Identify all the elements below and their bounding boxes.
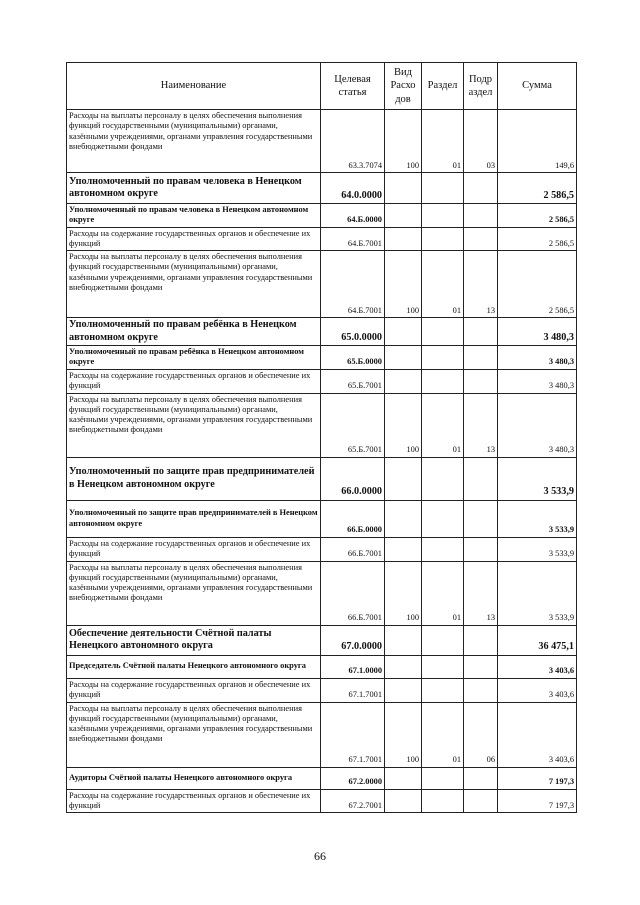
cell-subsection [464, 655, 498, 678]
cell-section [422, 173, 464, 204]
cell-section [422, 318, 464, 346]
table-row [67, 393, 577, 457]
cell-sum: 2 586,5 [498, 173, 577, 204]
cell-section [422, 457, 464, 500]
cell-section [422, 678, 464, 702]
header-subsection: Подр аздел [464, 63, 498, 110]
cell-sum: 2 586,5 [498, 204, 577, 228]
cell-target: 66.Б.0000 [321, 500, 385, 537]
cell-name: Председатель Счётной палаты Ненецкого автономного округа [67, 655, 321, 678]
cell-name: Расходы на содержание государственных органов и обеспечение их функций [67, 678, 321, 702]
cell-sum: 7 197,3 [498, 767, 577, 789]
cell-sum: 36 475,1 [498, 625, 577, 655]
cell-target: 67.2.7001 [321, 789, 385, 813]
cell-sum: 3 480,3 [498, 369, 577, 393]
cell-subsection: 13 [464, 393, 498, 457]
cell-sum: 149,6 [498, 110, 577, 173]
table-row [67, 110, 577, 173]
header-target: Целевая статья [321, 63, 385, 110]
cell-name: Уполномоченный по правам ребёнка в Ненецком автономном округе [67, 318, 321, 346]
cell-subsection [464, 625, 498, 655]
header-kind: Вид Расхо дов [385, 63, 422, 110]
cell-section: 01 [422, 251, 464, 318]
table-row [67, 204, 577, 228]
cell-name: Уполномоченный по правам человека в Ненецком автономном округе [67, 173, 321, 204]
cell-target: 65.Б.7001 [321, 393, 385, 457]
header-name: Наименование [67, 63, 321, 110]
cell-name: Уполномоченный по защите прав предпринимателей в Ненецком автономном округе [67, 500, 321, 537]
cell-subsection [464, 346, 498, 370]
cell-subsection [464, 678, 498, 702]
cell-subsection: 13 [464, 251, 498, 318]
cell-kind [385, 655, 422, 678]
cell-kind [385, 173, 422, 204]
cell-kind [385, 204, 422, 228]
table-row [67, 625, 577, 655]
cell-section: 01 [422, 702, 464, 767]
table-row [67, 251, 577, 318]
cell-section [422, 655, 464, 678]
cell-name: Расходы на содержание государственных органов и обеспечение их функций [67, 789, 321, 813]
cell-sum: 3 480,3 [498, 346, 577, 370]
cell-kind [385, 318, 422, 346]
table-row [67, 318, 577, 346]
cell-target: 64.Б.7001 [321, 227, 385, 251]
table-row [67, 678, 577, 702]
cell-target: 65.Б.7001 [321, 369, 385, 393]
cell-kind [385, 625, 422, 655]
cell-name: Расходы на выплаты персоналу в целях обеспечения выполнения функций государственными (муниципальными) органами, казёнными учреждениями, органами управления государственными внебюджетными фондами [67, 110, 321, 173]
cell-kind [385, 678, 422, 702]
cell-target: 64.Б.0000 [321, 204, 385, 228]
table-row [67, 500, 577, 537]
cell-subsection [464, 537, 498, 561]
table-header-row [67, 63, 577, 110]
cell-name: Расходы на выплаты персоналу в целях обеспечения выполнения функций государственными (муниципальными) органами, казёнными учреждениями, органами управления государственными внебюджетными фондами [67, 393, 321, 457]
cell-subsection: 06 [464, 702, 498, 767]
cell-target: 66.Б.7001 [321, 537, 385, 561]
header-section: Раздел [422, 63, 464, 110]
cell-sum: 3 403,6 [498, 678, 577, 702]
cell-subsection [464, 369, 498, 393]
cell-section [422, 789, 464, 813]
cell-kind [385, 369, 422, 393]
cell-section [422, 537, 464, 561]
header-sum: Сумма [498, 63, 577, 110]
cell-kind [385, 500, 422, 537]
cell-kind: 100 [385, 110, 422, 173]
cell-name: Расходы на содержание государственных органов и обеспечение их функций [67, 537, 321, 561]
cell-name: Расходы на выплаты персоналу в целях обеспечения выполнения функций государственными (муниципальными) органами, казёнными учреждениями, органами управления государственными внебюджетными фондами [67, 251, 321, 318]
cell-name: Обеспечение деятельности Счётной палаты Ненецкого автономного округа [67, 625, 321, 655]
cell-target: 64.0.0000 [321, 173, 385, 204]
cell-section: 01 [422, 110, 464, 173]
table-row [67, 767, 577, 789]
cell-target: 66.Б.7001 [321, 561, 385, 625]
cell-kind [385, 767, 422, 789]
table-body [67, 110, 577, 813]
cell-section [422, 369, 464, 393]
cell-kind [385, 227, 422, 251]
cell-kind: 100 [385, 702, 422, 767]
table-row [67, 369, 577, 393]
cell-kind: 100 [385, 561, 422, 625]
cell-sum: 3 480,3 [498, 318, 577, 346]
cell-sum: 3 533,9 [498, 500, 577, 537]
cell-target: 63.3.7074 [321, 110, 385, 173]
cell-kind [385, 457, 422, 500]
cell-name: Расходы на содержание государственных органов и обеспечение их функций [67, 227, 321, 251]
cell-target: 65.Б.0000 [321, 346, 385, 370]
cell-section [422, 204, 464, 228]
cell-sum: 3 480,3 [498, 393, 577, 457]
budget-table [66, 62, 577, 813]
cell-sum: 2 586,5 [498, 227, 577, 251]
cell-subsection: 13 [464, 561, 498, 625]
cell-subsection [464, 500, 498, 537]
cell-target: 64.Б.7001 [321, 251, 385, 318]
cell-target: 65.0.0000 [321, 318, 385, 346]
cell-kind [385, 346, 422, 370]
cell-target: 67.2.0000 [321, 767, 385, 789]
cell-sum: 3 533,9 [498, 537, 577, 561]
cell-kind: 100 [385, 251, 422, 318]
cell-subsection [464, 767, 498, 789]
cell-target: 67.1.0000 [321, 655, 385, 678]
cell-sum: 7 197,3 [498, 789, 577, 813]
cell-section [422, 767, 464, 789]
page-number: 66 [314, 849, 326, 863]
cell-section: 01 [422, 393, 464, 457]
cell-section [422, 625, 464, 655]
cell-subsection [464, 173, 498, 204]
cell-subsection: 03 [464, 110, 498, 173]
table-row [67, 457, 577, 500]
cell-section [422, 227, 464, 251]
cell-name: Аудиторы Счётной палаты Ненецкого автономного округа [67, 767, 321, 789]
cell-name: Уполномоченный по правам ребёнка в Ненецком автономном округе [67, 346, 321, 370]
cell-name: Расходы на содержание государственных органов и обеспечение их функций [67, 369, 321, 393]
cell-name: Расходы на выплаты персоналу в целях обеспечения выполнения функций государственными (муниципальными) органами, казёнными учреждениями, органами управления государственными внебюджетными фондами [67, 561, 321, 625]
cell-subsection [464, 204, 498, 228]
cell-section: 01 [422, 561, 464, 625]
cell-name: Уполномоченный по защите прав предпринимателей в Ненецком автономном округе [67, 457, 321, 500]
cell-sum: 3 533,9 [498, 561, 577, 625]
table-row [67, 346, 577, 370]
cell-kind [385, 537, 422, 561]
cell-subsection [464, 227, 498, 251]
table-row [67, 789, 577, 813]
cell-section [422, 500, 464, 537]
cell-subsection [464, 318, 498, 346]
cell-target: 67.0.0000 [321, 625, 385, 655]
cell-kind: 100 [385, 393, 422, 457]
cell-name: Расходы на выплаты персоналу в целях обеспечения выполнения функций государственными (муниципальными) органами, казёнными учреждениями, органами управления государственными внебюджетными фондами [67, 702, 321, 767]
table-row [67, 702, 577, 767]
cell-kind [385, 789, 422, 813]
cell-name: Уполномоченный по правам человека в Ненецком автономном округе [67, 204, 321, 228]
cell-subsection [464, 789, 498, 813]
cell-target: 66.0.0000 [321, 457, 385, 500]
table-row [67, 173, 577, 204]
cell-target: 67.1.7001 [321, 702, 385, 767]
cell-target: 67.1.7001 [321, 678, 385, 702]
cell-sum: 3 403,6 [498, 655, 577, 678]
table-row [67, 561, 577, 625]
cell-sum: 3 533,9 [498, 457, 577, 500]
cell-section [422, 346, 464, 370]
cell-sum: 3 403,6 [498, 702, 577, 767]
table-row [67, 227, 577, 251]
cell-subsection [464, 457, 498, 500]
cell-sum: 2 586,5 [498, 251, 577, 318]
table-row [67, 655, 577, 678]
table-row [67, 537, 577, 561]
